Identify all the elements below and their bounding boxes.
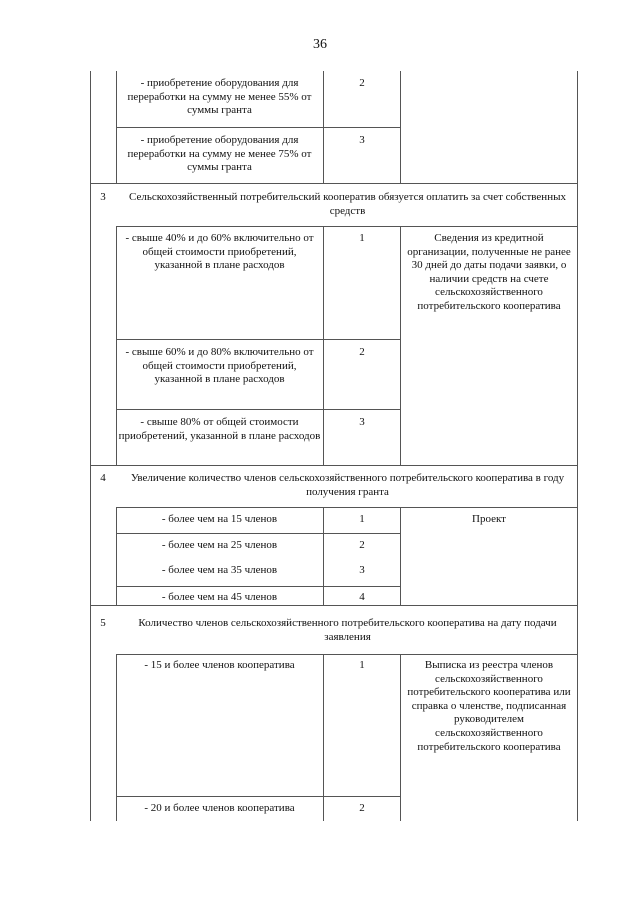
criterion-cell: - свыше 40% и до 60% включительно от общей стоимости приобретений, указанной в плане расходов xyxy=(125,232,314,272)
section-title: Сельскохозяйственный потребительский кооператив обязуется оплатить за счет собственных средств xyxy=(129,191,566,217)
points-cell: 4 xyxy=(359,591,365,603)
points-cell: 2 xyxy=(359,77,365,89)
points-cell: 3 xyxy=(359,416,365,428)
section-number: 5 xyxy=(100,617,106,629)
criterion-cell: - 20 и более членов кооператива xyxy=(144,802,295,814)
points-cell: 2 xyxy=(359,539,365,551)
points-cell: 2 xyxy=(359,346,365,358)
criterion-cell: - приобретение оборудования для переработки на сумму не менее 55% от суммы гранта xyxy=(127,77,312,117)
points-cell: 1 xyxy=(359,513,365,525)
document-cell: Сведения из кредитной организации, полученные не ранее 30 дней до даты подачи заявки, о наличии средств на счете сельскохозяйственного потребительского кооператива xyxy=(407,232,571,312)
points-cell: 2 xyxy=(359,802,365,814)
criterion-cell: - более чем на 35 членов xyxy=(161,564,278,576)
criterion-cell: - более чем на 25 членов xyxy=(161,539,278,551)
criterion-cell: - 15 и более членов кооператива xyxy=(144,659,295,671)
section-number: 3 xyxy=(100,191,106,203)
points-cell: 1 xyxy=(359,659,365,671)
section-title: Количество членов сельскохозяйственного потребительского кооператива на дату подачи заявления xyxy=(138,617,557,643)
criterion-cell: - более чем на 15 членов xyxy=(161,513,278,525)
document-cell: Выписка из реестра членов сельскохозяйственного потребительского кооператива или справка о членстве, подписанная руководителем сельскохозяйственного потребительского кооператива xyxy=(407,659,571,753)
points-cell: 3 xyxy=(359,564,365,576)
criterion-cell: - свыше 60% и до 80% включительно от общей стоимости приобретений, указанной в плане расходов xyxy=(125,346,314,386)
section-number: 4 xyxy=(100,472,106,484)
points-cell: 1 xyxy=(359,232,365,244)
section-title: Увеличение количество членов сельскохозяйственного потребительского кооператива в году получения гранта xyxy=(130,472,565,498)
document-cell: Проект xyxy=(472,513,506,525)
criterion-cell: - приобретение оборудования для переработки на сумму не менее 75% от суммы гранта xyxy=(127,134,312,174)
criterion-cell: - свыше 80% от общей стоимости приобретений, указанной в плане расходов xyxy=(118,416,321,442)
points-cell: 3 xyxy=(359,134,365,146)
page-number: 36 xyxy=(313,37,327,52)
criterion-cell: - более чем на 45 членов xyxy=(161,591,278,603)
